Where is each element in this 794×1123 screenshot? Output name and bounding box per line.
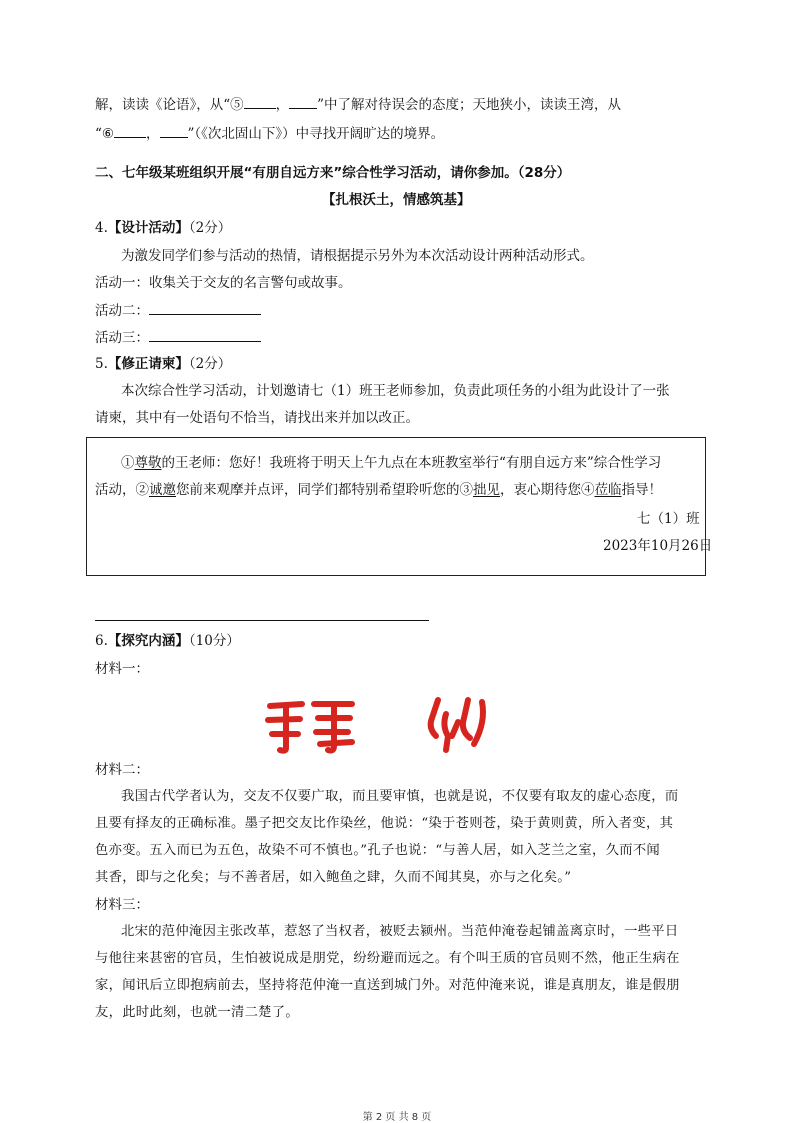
q4-activity-2 [95,300,261,321]
marker-4: ④ [581,482,595,498]
line2-mid: ， [146,126,160,142]
section-heading: 二、七年级某班组织开展“有朋自远方来”综合性学习活动，请你参加。（28分） [95,165,571,181]
seal-character-2 [431,700,483,750]
blank-5b [289,94,317,109]
q4-points: （2分） [188,220,232,236]
material-1-label: 材料一： [95,661,149,677]
blank-5a [244,94,276,109]
invitation-line-2 [95,480,662,500]
activity-3-label: 活动三： [95,330,149,346]
line1-pre: 解，读读《论语》，从“⑤ [95,97,244,113]
material-3-line-2: 与他往来甚密的官员，生怕被说成是朋党，纷纷避而远之。有个叫王质的官员则不然，他正生病在 [95,951,680,966]
q4-title [95,218,231,238]
material-2-line-3: 色亦变。五入而已为五色，故染不可不慎也。”孔子也说：“与善人居，如入芝兰之室，久而不闻 [95,843,661,858]
q5-title [95,354,231,374]
material-2-label: 材料二： [95,762,149,778]
marker-3: ③ [459,482,473,498]
activity-2-label: 活动二： [95,303,149,319]
activity-3-answer-blank[interactable] [149,327,261,342]
blank-6a [114,123,146,138]
material-3-line-3: 家，闻讯后立即抱病前去，坚持将范仲淹一直送到城门外。对范仲淹来说，谁是真朋友，谁是假朋 [95,978,680,993]
line2-pre: “⑥ [95,126,115,142]
page-footer: 第 2 页 共 8 页 [362,1112,432,1123]
underlined-word-4: 莅临 [594,482,622,498]
q4-activity-3 [95,327,261,348]
underlined-word-2: 诚邀 [149,482,176,498]
invitation-text-5: 指导！ [621,482,662,498]
marker-2: ② [135,482,149,498]
invitation-signature: 七（1）班 [637,511,700,527]
q5-prompt-line-1: 本次综合性学习活动，计划邀请七（1）班王老师参加，负责此项任务的小组为此设计了一张 [121,383,670,399]
continuation-line-1 [95,94,621,115]
material-2-line-4: 其香，即与之化矣；与不善者居，如入鲍鱼之肆，久而不闻其臭，亦与之化矣。” [95,870,572,885]
underlined-word-1: 尊敬 [134,455,162,471]
activity-2-answer-blank[interactable] [149,300,261,315]
invitation-text-3: 您前来观摩并点评，同学们都特别希望聆听您的 [176,482,460,498]
material-3-line-4: 友，此时此刻，也就一清二楚了。 [95,1005,299,1020]
invitation-text-2: 活动， [95,482,136,498]
q6-title [95,631,240,651]
marker-1: ① [121,455,135,471]
q4-number: 4. [95,220,108,236]
line1-mid: ， [275,97,290,113]
material-3-line-1: 北宋的范仲淹因主张改革，惹怒了当权者，被贬去颍州。当范仲淹卷起铺盖离京时，一些平日 [121,924,679,939]
q5-points: （2分） [188,356,232,372]
line1-post: ”中了解对待误会的态度；天地狭小，读读王湾，从 [317,97,622,113]
material-2-line-1: 我国古代学者认为，交友不仅要广取，而且要审慎，也就是说，不仅要有取友的虚心态度，而 [121,789,679,804]
blank-6b [160,123,188,138]
q6-points: （10分） [188,633,240,649]
invitation-line-1 [121,453,661,473]
invitation-date: 2023年10月26日 [603,538,713,554]
seal-script-characters [260,692,500,754]
q5-prompt-line-2: 请柬，其中有一处语句不恰当，请找出来并加以改正。 [95,410,419,426]
seal-character-1 [268,704,352,751]
q4-prompt: 为激发同学们参与活动的热情，请根据提示另外为本次活动设计两种活动形式。 [121,248,594,264]
q6-number: 6. [95,633,108,649]
answer-line[interactable] [95,620,429,621]
continuation-line-2 [95,123,444,144]
invitation-text-4: ，衷心期待您 [500,482,581,498]
q4-activity-1: 活动一：收集关于交友的名言警句或故事。 [95,275,352,291]
underlined-word-3: 拙见 [473,482,500,498]
q5-tag: 【修正请柬】 [107,356,189,372]
q4-tag: 【设计活动】 [107,220,189,236]
q5-number: 5. [95,356,108,372]
line2-post: ”（《次北固山下》）中寻找开阔旷达的境界。 [187,126,445,142]
material-3-label: 材料三： [95,897,149,913]
section-subheading: 【扎根沃土，情感筑基】 [322,192,471,208]
material-2-line-2: 且要有择友的正确标准。墨子把交友比作染丝，他说：“染于苍则苍，染于黄则黄，所入者变，其 [95,816,674,831]
invitation-text-1: 的王老师：您好！我班将于明天上午九点在本班教室举行“有朋自远方来”综合性学习 [161,455,662,471]
seal-script-image [260,692,500,754]
q6-tag: 【探究内涵】 [107,633,189,649]
